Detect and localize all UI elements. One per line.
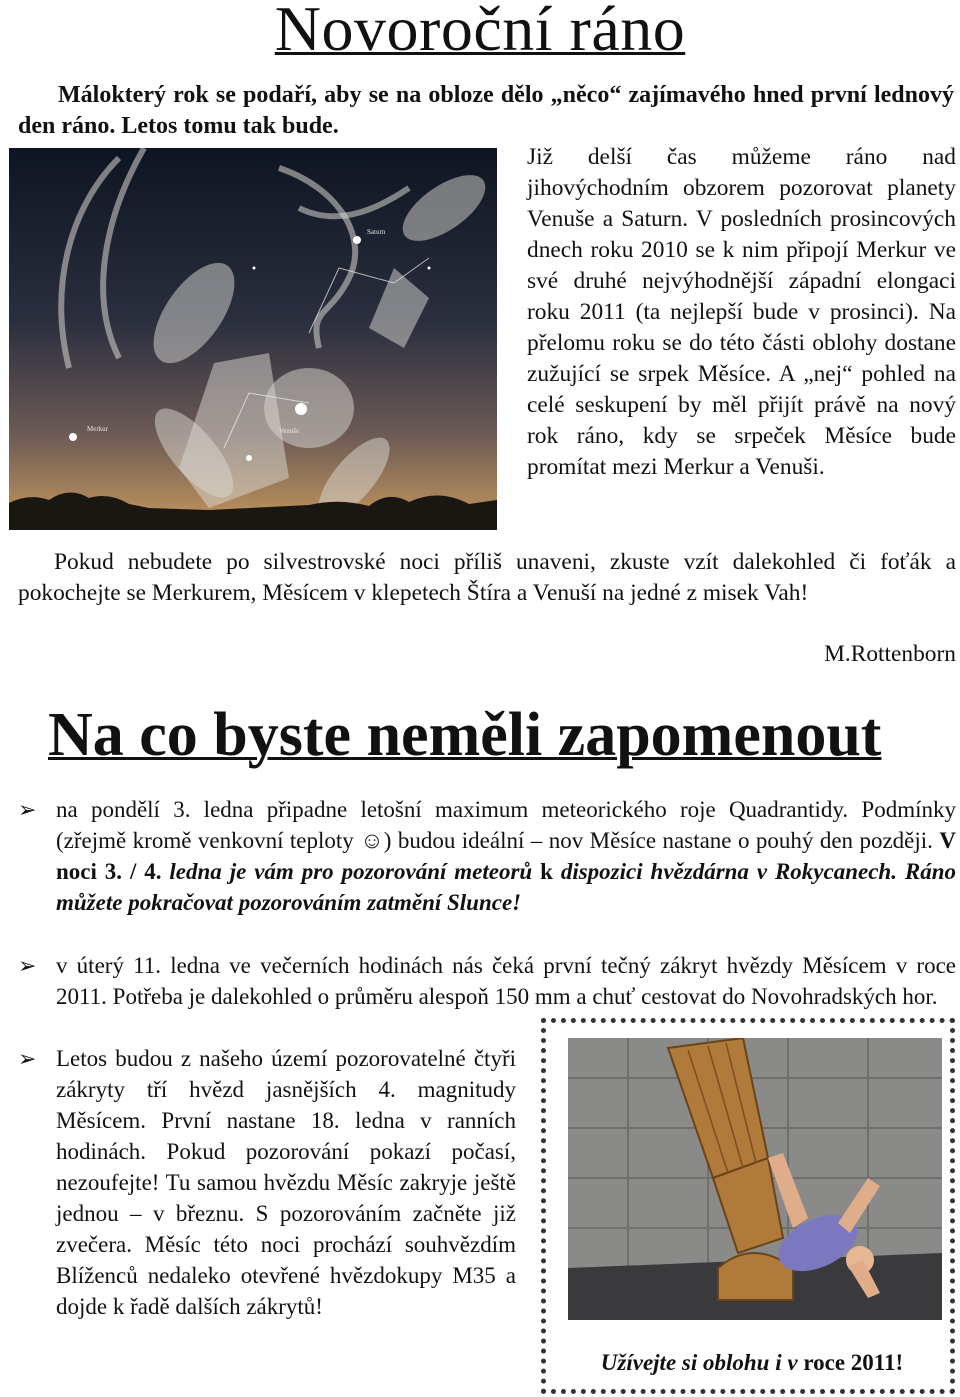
list-item-emphasis: ledna je vám pro pozorování meteorů [169, 859, 541, 884]
list-item-bold-text: k [540, 859, 561, 884]
image-caption [562, 1350, 942, 1376]
article1-intro: Málokterý rok se podaří, aby se na obloze dělo „něco“ zajímavého hned první lednový den ráno. Letos tomu tak bude. [18, 82, 954, 139]
bullet-arrow-icon: ➢ [18, 1046, 37, 1071]
caption-bold-text: roce 2011! [797, 1350, 904, 1375]
article2-title: Na co byste neměli zapomenout [48, 701, 882, 769]
list-item-bold-text: V noci 3. / 4. [56, 828, 956, 884]
telescope-yoga-image [568, 1038, 942, 1320]
author-signature: M.Rottenborn [824, 641, 956, 667]
mercury-label: Merkur [87, 425, 108, 433]
list-item-quadrantids [56, 794, 956, 918]
venus-label: Venuše [279, 427, 300, 435]
list-item-occultations-year: Letos budou z našeho území pozorovatelné čtyři zákryty tří hvězd jasnějších 4. magnitudy Měsícem. První nastane 18. ledna v ranních hodinách. Pokud pozorování pokazí počasí, nezoufejte! Tu samou hvězdu Měsíc zakryje ještě jednou – v březnu. S pozorováním začněte již zvečera. Měsíc této noci prochází souhvězdím Blíženců nedaleko otevřené hvězdokupy M35 a dojde k řadě dalších zákrytů! [56, 1046, 516, 1319]
sky-constellation-image [9, 148, 497, 530]
article1-title: Novoroční ráno [274, 0, 686, 64]
list-item-emphasis: dispozici hvězdárna v Rokycanech. Ráno můžete pokračovat pozorováním zatmění Slunce! [56, 859, 957, 915]
caption-italic-text: Užívejte si oblohu i v [600, 1350, 798, 1375]
list-item-occultation: v úterý 11. ledna ve večerních hodinách nás čeká první tečný zákryt hvězdy Měsícem v roce 2011. Potřeba je dalekohled o průměru alespoň 150 mm a chuť cestovat do Novohradských hor. [56, 953, 956, 1009]
list-item-text: na pondělí 3. ledna připadne letošní maximum meteorického roje Quadrantidy. Podmínky (zřejmě kromě venkovní teploty ☺) budou ideální – nov Měsíce nastane o pouhý den později. [56, 797, 956, 853]
article1-text-column: Již delší čas můžeme ráno nad jihovýchodním obzorem pozorovat planety Venuše a Saturn. V posledních prosincových dnech roku 2010 se k nim připojí Merkur ve své druhé nejvýhodnější západní elongaci roku 2011 (ta nejlepší bude v prosinci). Na přelomu roku se do této části oblohy dostane zužující se srpek Měsíce. A „nej“ pohled na celé seskupení by měl přijít právě na nový rok ráno, kdy se srpeček Měsíce bude promítat mezi Merkur a Venuši. [527, 144, 956, 480]
bullet-arrow-icon: ➢ [18, 797, 37, 822]
bullet-arrow-icon: ➢ [18, 953, 37, 978]
article1-paragraph: Pokud nebudete po silvestrovské noci příliš unaveni, zkuste vzít dalekohled či foťák a pokochejte se Merkurem, Měsícem v klepetech Štíra a Venuší na jedné z misek Vah! [18, 549, 956, 606]
saturn-label: Saturn [367, 228, 386, 236]
